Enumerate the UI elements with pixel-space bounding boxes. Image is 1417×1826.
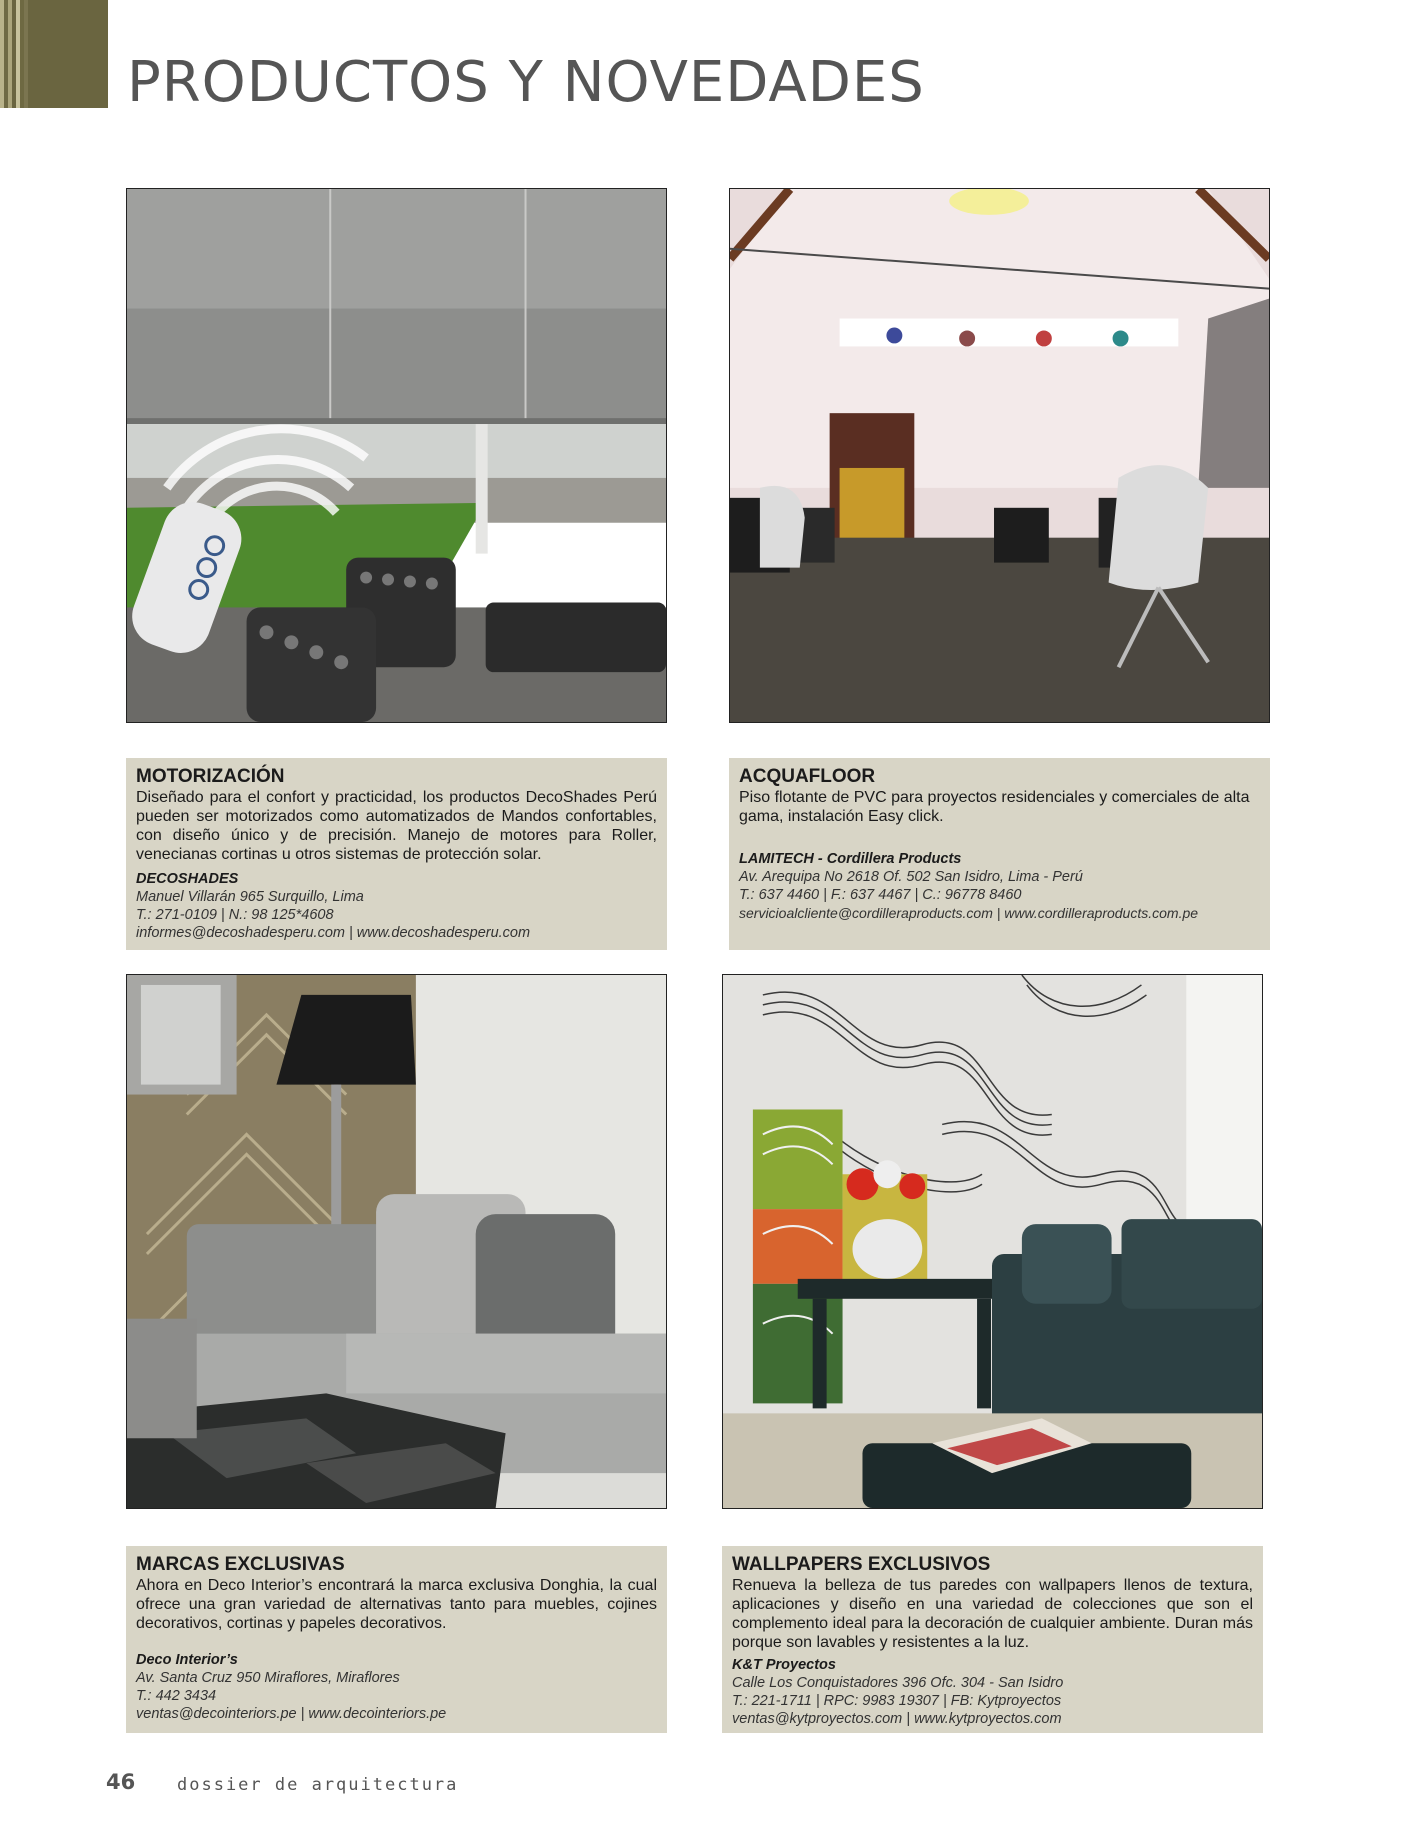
acquafloor-address: Av. Arequipa No 2618 Of. 502 San Isidro, Lima - Perú bbox=[739, 869, 1083, 885]
wallpapers-exclusivos-phones: T.: 221-1711 | RPC: 9983 19307 | FB: Kytproyectos bbox=[732, 1693, 1062, 1709]
header-accent-bar bbox=[0, 0, 108, 108]
marcas-exclusivas-address: Av. Santa Cruz 950 Miraflores, Miraflores bbox=[136, 1670, 400, 1686]
page-title: PRODUCTOS Y NOVEDADES bbox=[127, 50, 925, 115]
acquafloor-company: LAMITECH - Cordillera Products bbox=[739, 851, 962, 867]
wallpapers-exclusivos-title: WALLPAPERS EXCLUSIVOS bbox=[732, 1554, 991, 1575]
motorizacion-title: MOTORIZACIÓN bbox=[136, 766, 285, 787]
acquafloor-phones: T.: 637 4460 | F.: 637 4467 | C.: 96778 8460 bbox=[739, 887, 1022, 903]
acquafloor-title: ACQUAFLOOR bbox=[739, 766, 876, 787]
acquafloor-photo bbox=[729, 188, 1270, 723]
marcas-exclusivas-card bbox=[126, 1546, 667, 1733]
wallpapers-exclusivos-contact[interactable]: ventas@kytproyectos.com | www.kytproyectos.com bbox=[732, 1711, 1062, 1727]
marcas-exclusivas-phones: T.: 442 3434 bbox=[136, 1688, 217, 1704]
magazine-name: dossier de arquitectura bbox=[177, 1775, 459, 1795]
wallpapers-exclusivos-company: K&T Proyectos bbox=[732, 1657, 836, 1673]
wallpapers-exclusivos-description: Renueva la belleza de tus paredes con wallpapers llenos de textura, aplicaciones y diseño en una variedad de colecciones que son el complemento ideal para la decoración de cualquier ambiente. Duran más porque son lavables y resistentes a la luz. bbox=[732, 1577, 1253, 1651]
marcas-exclusivas-photo bbox=[126, 974, 667, 1509]
motorizacion-description: Diseñado para el confort y practicidad, los productos DecoShades Perú pueden ser motorizados como automatizados de Mandos confortables, con diseño único y de precisión. Manejo de motores para Roller, venecianas cortinas u otros sistemas de protección solar. bbox=[136, 789, 657, 863]
marcas-exclusivas-contact[interactable]: ventas@decointeriors.pe | www.decointeriors.pe bbox=[136, 1706, 447, 1722]
wallpapers-exclusivos-card bbox=[722, 1546, 1263, 1733]
motorizacion-card bbox=[126, 758, 667, 950]
motorizacion-address: Manuel Villarán 965 Surquillo, Lima bbox=[136, 889, 364, 905]
acquafloor-card bbox=[729, 758, 1270, 950]
acquafloor-description: Piso flotante de PVC para proyectos residenciales y comerciales de alta gama, instalación Easy click. bbox=[739, 789, 1250, 825]
marcas-exclusivas-description: Ahora en Deco Interior’s encontrará la marca exclusiva Donghia, la cual ofrece una gran variedad de alternativas tanto para muebles, cojines decorativos, cortinas y papeles decorativos. bbox=[136, 1577, 657, 1632]
marcas-exclusivas-title: MARCAS EXCLUSIVAS bbox=[136, 1554, 345, 1575]
motorizacion-company: DECOSHADES bbox=[136, 871, 239, 887]
motorizacion-contact[interactable]: informes@decoshadesperu.com | www.decoshadesperu.com bbox=[136, 925, 531, 941]
wallpapers-exclusivos-address: Calle Los Conquistadores 396 Ofc. 304 - San Isidro bbox=[732, 1675, 1064, 1691]
acquafloor-contact[interactable]: servicioalcliente@cordilleraproducts.com | www.cordilleraproducts.com.pe bbox=[739, 905, 1199, 921]
page-number: 46 bbox=[106, 1770, 136, 1794]
motorizacion-phones: T.: 271-0109 | N.: 98 125*4608 bbox=[136, 907, 334, 923]
marcas-exclusivas-company: Deco Interior’s bbox=[136, 1652, 238, 1668]
motorizacion-photo bbox=[126, 188, 667, 723]
wallpapers-exclusivos-photo bbox=[722, 974, 1263, 1509]
